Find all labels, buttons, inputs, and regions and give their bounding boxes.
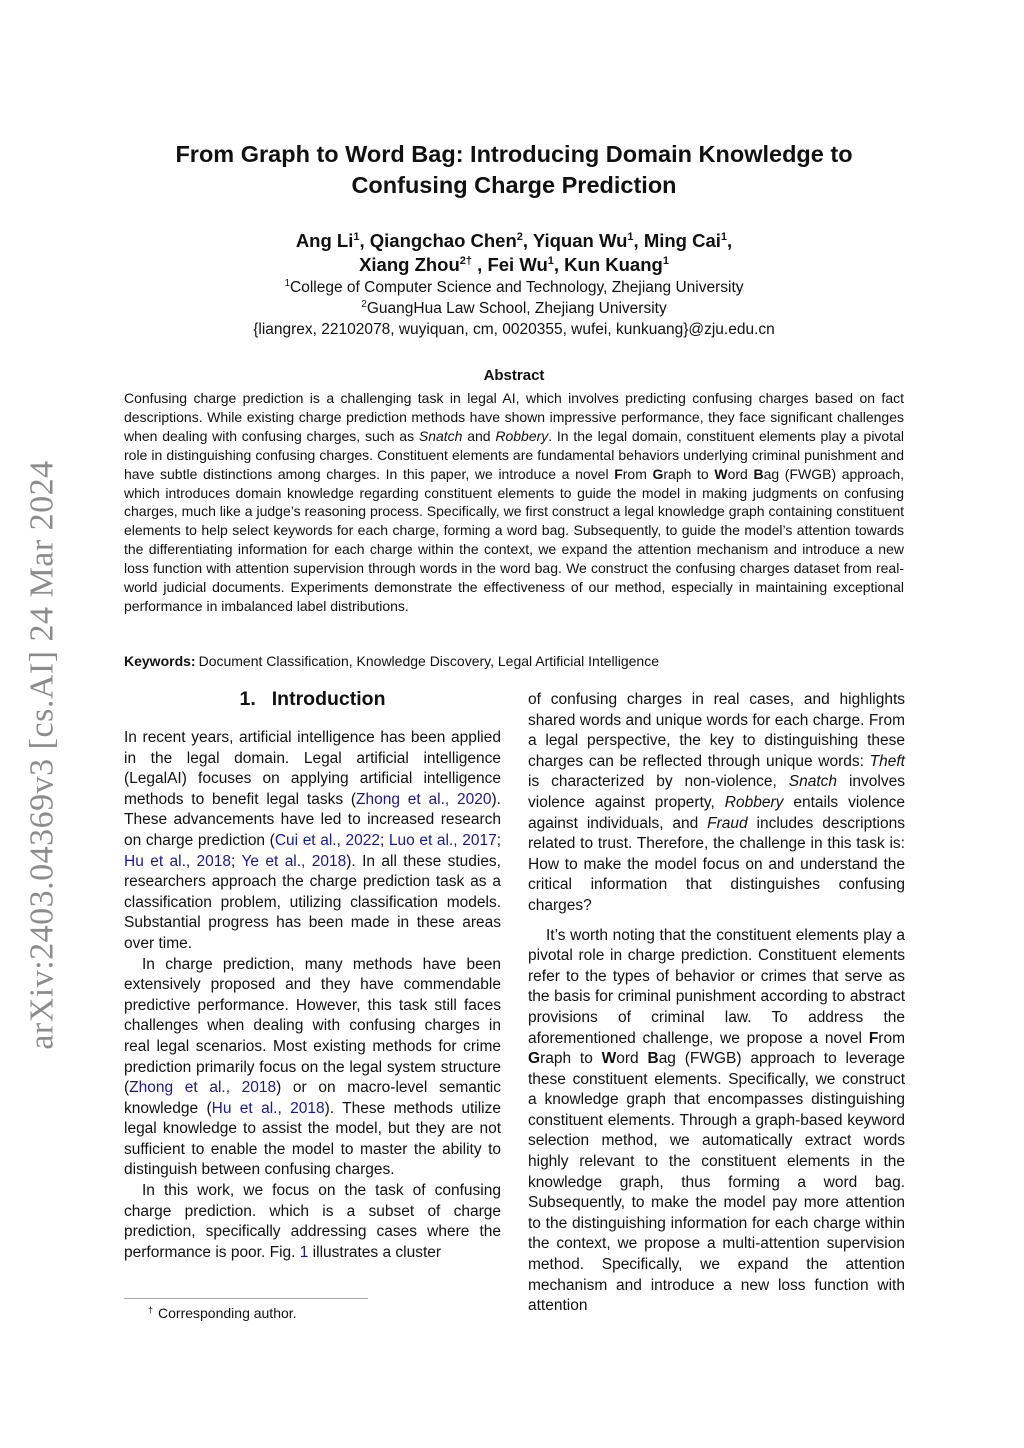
affiliation-text: GuangHua Law School, Zhejiang University [366, 300, 667, 317]
section-title: Introduction [271, 688, 386, 710]
figure-reference-link[interactable]: 1 [299, 1243, 309, 1261]
author-affil-mark: 2 [516, 231, 523, 243]
author-affil-mark: 1 [547, 255, 554, 267]
method-word: ag [658, 1050, 676, 1068]
paragraph-text: involves violence against property, [528, 773, 905, 811]
author-separator: , [472, 254, 488, 275]
abstract-heading: Abstract [483, 367, 545, 384]
intro-paragraph-1 [124, 728, 501, 955]
author-emails: {liangrex, 22102078, wuyiquan, cm, 0020355, wufei, kunkuang}@zju.edu.cn [253, 321, 775, 338]
author-separator: , [553, 254, 565, 275]
author-affil-mark: 1 [662, 255, 669, 267]
method-word: rom [622, 465, 653, 482]
affiliation-mark: 2 [361, 299, 367, 310]
author-name: Qiangchao Chen [369, 230, 517, 251]
author-name: Yiquan Wu [532, 230, 628, 251]
method-initial: G [652, 465, 664, 482]
intro-paragraph-3 [124, 1181, 501, 1263]
method-initial: G [528, 1050, 541, 1068]
citation-link[interactable]: Zhong et al., 2020 [356, 790, 492, 808]
charge-robbery: Robbery [724, 793, 784, 811]
paragraph-text: ; [496, 831, 501, 849]
paragraph-text: It’s worth noting that the constituent elements play a pivotal role in charge prediction. Constituent elements refer to the types of behavior or crimes that serve as the basis for criminal punishment according to abstract provisions of criminal law. To address the aforementioned challenge, we propose a novel [528, 926, 905, 1047]
footnote-text: Corresponding author. [158, 1305, 297, 1321]
abstract-text: (FWGB) approach, which introduces domain knowledge regarding constituent elements to guide the model in making judgments on confusing charges, much like a judge’s reasoning process. Specifically, we first construct a legal knowledge graph containing constituent elements to help select keywords for each charge, forming a word bag. Subsequently, to guide the model’s attention towards the differentiating information for each charge within the context, we expand the attention mechanism and introduce a new loss function with attention supervision through words in the word bag. We construct the confusing charges dataset from real-world judicial documents. Experiments demonstrate the effectiveness of our method, especially in maintaining exceptional performance in imbalanced label distributions. [124, 465, 905, 614]
method-initial: B [647, 1050, 659, 1068]
paragraph-text: (FWGB) approach to leverage these constituent elements. Specifically, we construct a knowledge graph that encompasses distinguishing constituent elements. Through a graph-based keyword selection method, we automatically extract words highly relevant to the constituent elements in the knowledge graph, thus forming a word bag. Subsequently, to make the model pay more attention to the distinguishing information for each charge within the context, we propose a multi-attention supervision method. Specifically, we expand the attention mechanism and introduce a new loss function with attention [528, 1050, 905, 1315]
abstract-text: Confusing charge prediction is a challenging task in legal AI, which involves predicting confusing charges based on fact descriptions. While existing charge prediction methods have shown impressive performance, they face significant challenges when dealing with confusing charges, such as [124, 390, 904, 444]
affiliation-text: College of Computer Science and Technology, Zhejiang University [290, 279, 744, 296]
citation-link[interactable]: Cui et al., 2022 [274, 831, 380, 849]
paragraph-text: In charge prediction, many methods have been extensively proposed and they have commendable predictive performance. However, this task still faces challenges when dealing with confusing charges in real legal scenarios. Most existing methods for crime prediction primarily focus on the legal system structure ( [124, 955, 501, 1097]
method-word: raph to [540, 1050, 602, 1068]
keywords-label: Keywords: [124, 653, 196, 669]
author-affil-mark: 2† [459, 255, 473, 267]
method-word: ag [763, 465, 780, 482]
charge-snatch: Snatch [788, 773, 837, 791]
author-affil-mark: 1 [720, 231, 728, 243]
paragraph-text: ; [231, 852, 242, 870]
author-separator: , [633, 230, 644, 251]
right-paragraph-1 [528, 690, 905, 917]
section-number: 1. [239, 688, 256, 710]
right-paragraph-2 [528, 926, 905, 1317]
author-separator: , [522, 230, 533, 251]
paragraph-text: ). These methods utilize legal knowledge to assist the model, but they are not sufficient to enable the model to master the ability to distinguish between confusing charges. [124, 1099, 501, 1179]
citation-link[interactable]: Hu et al., 2018 [124, 852, 232, 870]
author-name: Ming Cai [643, 230, 721, 251]
paragraph-text: ) or on macro-level semantic knowledge ( [124, 1079, 501, 1117]
paragraph-text: ; [380, 831, 389, 849]
citation-link[interactable]: Ye et al., 2018 [241, 852, 347, 870]
author-separator: , [727, 230, 733, 251]
author-affil-mark: 1 [627, 231, 634, 243]
method-initial: W [714, 465, 728, 482]
keywords-text: Document Classification, Knowledge Discovery, Legal Artificial Intelligence [198, 653, 659, 669]
method-initial: B [753, 465, 764, 482]
paper-title: From Graph to Word Bag: Introducing Domain Knowledge to Confusing Charge Prediction [175, 141, 853, 198]
paragraph-text: of confusing charges in real cases, and highlights shared words and unique words for each charge. From a legal perspective, the key to distinguishing these charges can be reflected through unique words: [528, 691, 905, 770]
charge-theft: Theft [869, 752, 905, 770]
method-initial: W [601, 1050, 617, 1068]
method-initial: F [614, 465, 623, 482]
citation-link[interactable]: Luo et al., 2017 [388, 831, 497, 849]
right-column [528, 690, 905, 1317]
method-word: rom [878, 1029, 905, 1047]
affiliations [124, 277, 904, 340]
section-heading [124, 686, 501, 712]
paragraph-text: ). These advancements have led to increased research on charge prediction ( [124, 790, 501, 849]
method-word: ord [616, 1050, 648, 1068]
method-word: ord [727, 465, 754, 482]
author-separator: , [359, 230, 370, 251]
paragraph-text: includes descriptions related to trust. Therefore, the challenge in this task is: How to make the model focus on and understand the critical information that distinguishes confusing charges? [528, 814, 905, 914]
author-name: Fei Wu [487, 254, 548, 275]
paragraph-text: illustrates a cluster [308, 1243, 442, 1261]
keywords [124, 652, 904, 671]
author-name: Kun Kuang [564, 254, 663, 275]
paragraph-text: In this work, we focus on the task of confusing charge prediction. which is a subset of charge prediction, specifically addressing cases where the performance is poor. Fig. [124, 1182, 501, 1261]
abstract-text: . In the legal domain, constituent elements play a pivotal role in distinguishing confusing charges. Constituent elements are fundamental behaviors underlying criminal punishment and have subtle distinctions among charges. In this paper, we introduce a novel [124, 427, 905, 482]
charge-snatch: Snatch [418, 427, 463, 444]
citation-link[interactable]: Zhong et al., 2018 [129, 1079, 277, 1097]
arxiv-identifier-stamp [8, 455, 78, 1055]
charge-robbery: Robbery [495, 427, 549, 444]
intro-paragraph-2 [124, 955, 501, 1182]
footnote-mark: † [148, 1305, 154, 1315]
author-name: Ang Li [295, 230, 354, 251]
paragraph-text: entails violence against individuals, and [528, 793, 905, 832]
paragraph-text: ). In all these studies, researchers approach the charge prediction task as a classification problem, utilizing classification models. Substantial progress has been made in these areas over time. [124, 852, 501, 952]
citation-link[interactable]: Hu et al., 2018 [211, 1099, 325, 1117]
author-list [124, 229, 904, 277]
charge-fraud: Fraud [707, 814, 748, 832]
affiliation-line [124, 298, 904, 319]
affiliation-mark: 1 [284, 278, 291, 289]
affiliation-line [124, 277, 904, 298]
abstract-body [124, 389, 904, 616]
author-name: Xiang Zhou [359, 254, 460, 275]
method-initial: F [868, 1029, 879, 1047]
author-affil-mark: 1 [353, 231, 360, 243]
method-word: raph to [663, 465, 715, 482]
left-column [124, 686, 501, 1263]
abstract-text: and [462, 427, 496, 444]
arxiv-id-text: arXiv:2403.04369v3 [cs.AI] 24 Mar 2024 [24, 460, 62, 1050]
footnote-divider [124, 1298, 368, 1299]
footnote [148, 1304, 297, 1322]
paragraph-text: is characterized by non-violence, [528, 773, 789, 791]
paragraph-text: In recent years, artificial intelligence has been applied in the legal domain. Legal artificial intelligence (LegalAI) focuses on applying artificial intelligence methods to benefit legal tasks ( [124, 729, 501, 808]
